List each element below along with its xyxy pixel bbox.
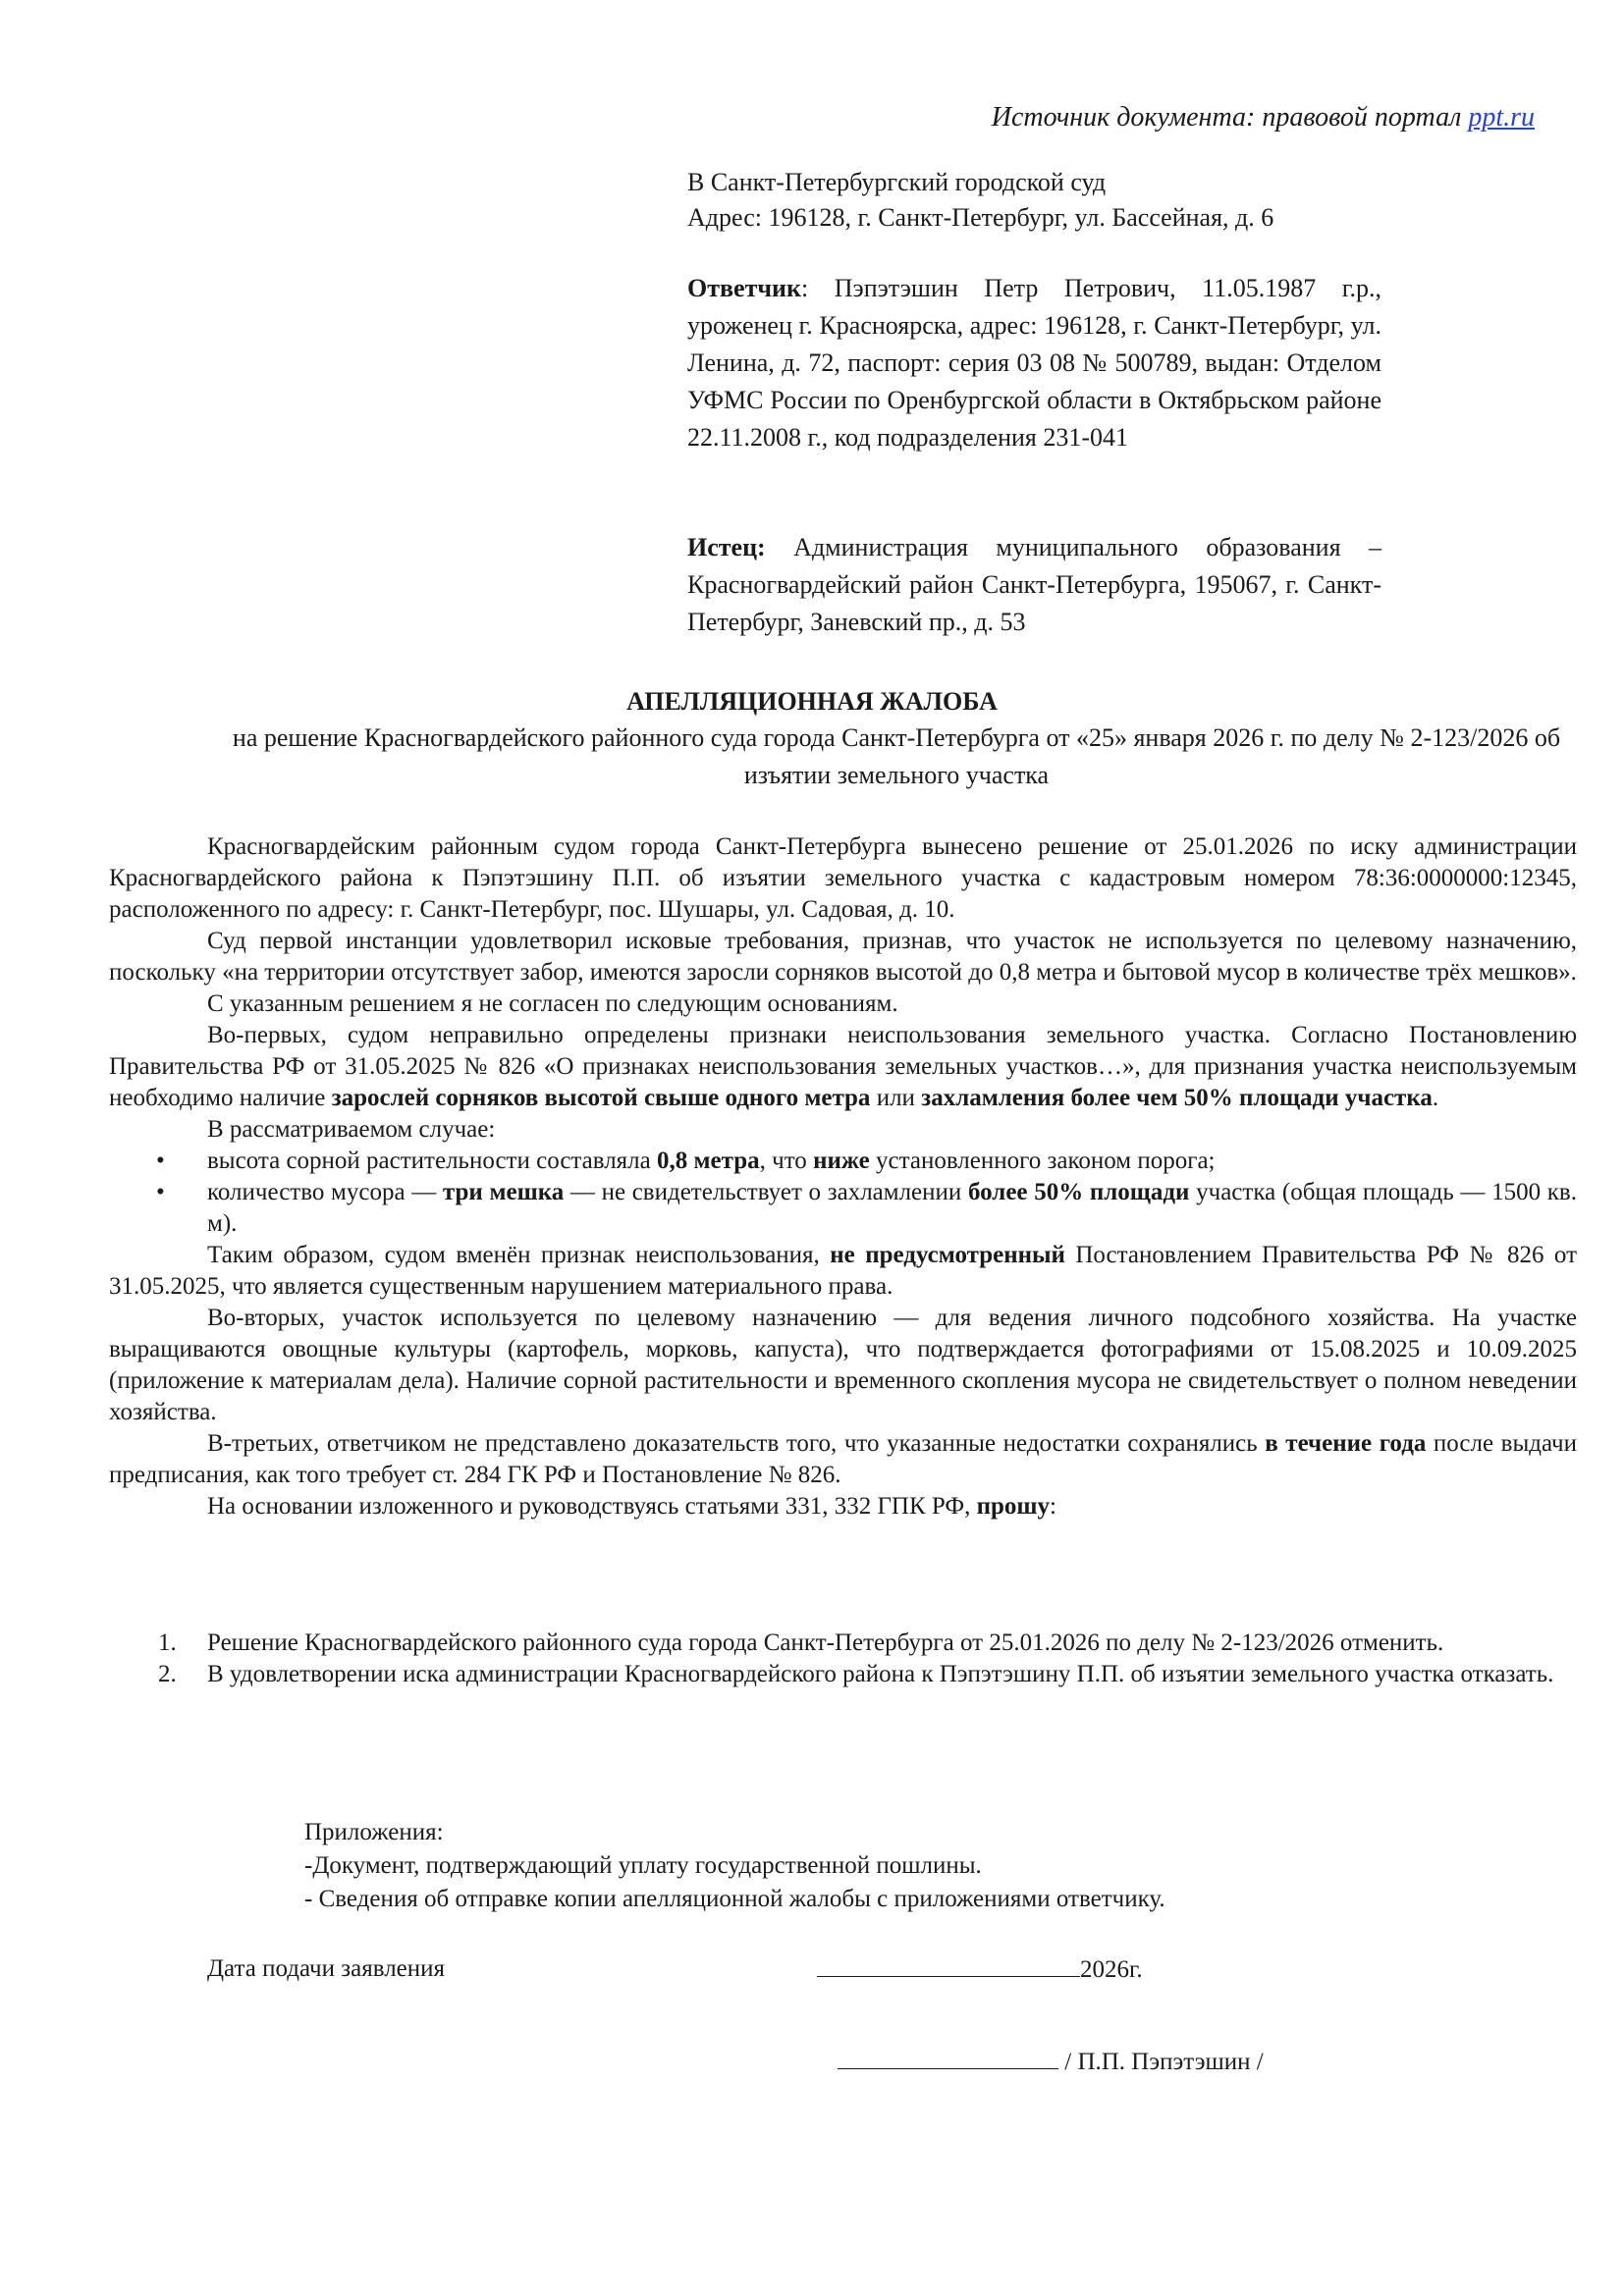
date-blank-line[interactable] (817, 1952, 1080, 1977)
paragraph-first-instance: Суд первой инстанции удовлетворил исковые требования, признав, что участок не используется по целевому назначению, поскольку «на территории отсутствует забор, имеются заросли сорняков высотой до 0,8 метра и бытовой мусор в количестве трёх мешков». (109, 928, 1577, 986)
paragraph-request-intro (109, 1491, 1577, 1522)
paragraph-conclusion-first (109, 1240, 1577, 1303)
document-subtitle: на решение Красногвардейского районного суда города Санкт-Петербурга от «25» января 2026 г. по делу № 2-123/2026 об изъятии земельного участка (232, 723, 1561, 789)
emphasis-clutter: захламления более чем 50% площади участка (921, 1085, 1433, 1111)
text-span: В-третьих, ответчиком не представлено доказательств того, что указанные недостатки сохранялись (207, 1430, 1266, 1457)
emphasis-weeds: зарослей сорняков высотой свыше одного метра (331, 1085, 871, 1111)
paragraph-decision: Красногвардейским районным судом города Санкт-Петербурга вынесено решение от 25.01.2026 по иску администрации Красногвардейского района к Пэпэтэшину П.П. об изъятии земельного участка с кадастровым номером 78:36:0000000:12345, расположенного по адресу: г. Санкт-Петербург, пос. Шушары, ул. Садовая, д. 10. (109, 833, 1577, 923)
list-item (109, 1177, 1577, 1240)
plaintiff-block (687, 529, 1381, 641)
text-span: установленного законом порога; (869, 1148, 1216, 1174)
text-span: после выдачи предписания, как того требует ст. 284 ГК РФ и Постановление № 826. (109, 1430, 1578, 1488)
source-link[interactable]: ppt.ru (1468, 102, 1535, 133)
list-number: 2. (158, 1661, 177, 1687)
filing-date-label: Дата подачи заявления (207, 1955, 446, 1982)
filing-date-field (817, 1952, 1143, 1987)
list-number: 1. (158, 1629, 177, 1656)
signature-row (838, 2045, 1264, 2079)
paragraph-first-argument (109, 1020, 1577, 1114)
paragraph-disagreement: С указанным решением я не согласен по следующим основаниям. (207, 990, 898, 1017)
bullet-icon: • (156, 1179, 165, 1205)
court-addressee (687, 165, 1375, 236)
emphasis-request: прошу (976, 1493, 1051, 1520)
plaintiff-label: Истец: (687, 533, 766, 561)
paragraph-case-intro: В рассматриваемом случае: (207, 1116, 496, 1143)
attachment-item: - Сведения об отправке копии апелляционной жалобы с приложениями ответчику. (304, 1886, 1165, 1912)
attachment-item: -Документ, подтверждающий уплату государственной пошлины. (304, 1852, 982, 1879)
case-facts-list (109, 1146, 1577, 1240)
request-text: Решение Красногвардейского районного суда города Санкт-Петербурга от 25.01.2026 по делу № 2-123/2026 отменить. (207, 1629, 1444, 1656)
emphasis-within-year: в течение года (1265, 1430, 1427, 1457)
signature-name: / П.П. Пэпэтэшин / (1058, 2049, 1264, 2075)
emphasis-below: ниже (813, 1148, 870, 1174)
text-span: На основании изложенного и руководствуясь статьями 331, 332 ГПК РФ, (207, 1493, 977, 1520)
list-item (109, 1628, 1577, 1659)
list-item (109, 1146, 1577, 1177)
document-title: АПЕЛЛЯЦИОННАЯ ЖАЛОБА (626, 687, 998, 716)
list-item (109, 1659, 1577, 1690)
respondent-label: Ответчик (687, 274, 801, 302)
respondent-details: : Пэпэтэшин Петр Петрович, 11.05.1987 г.р., уроженец г. Красноярска, адрес: 196128, г. Санкт-Петербург, ул. Ленина, д. 72, паспорт: серия 03 08 № 500789, выдан: Отделом УФМС России по Оренбургской области в Октябрьском районе 22.11.2008 г., код подразделения 231-041 (687, 274, 1381, 452)
paragraph-second-argument: Во-вторых, участок используется по целевому назначению — для ведения личного подсобного хозяйства. На участке выращиваются овощные культуры (картофель, морковь, капуста), что подтверждается фотографиями от 15.08.2025 и 10.09.2025 (приложение к материалам дела). Наличие сорной растительности и временного скопления мусора не свидетельствует о полном неведении хозяйства. (109, 1305, 1577, 1425)
text-span: Постановлением Правительства РФ № 826 от 31.05.2025, что является существенным нарушением материального права. (109, 1242, 1577, 1300)
signature-blank-line[interactable] (838, 2045, 1058, 2069)
text-span: , что (759, 1148, 814, 1174)
text-span: Во-первых, судом неправильно определены признаки неиспользования земельного участка. Согласно Постановлению Правительства РФ от 31.05.2025 № 826 «О признаках неиспользования земельных участков…», для признания участка неиспользуемым необходимо наличие (109, 1022, 1577, 1111)
emphasis-area: более 50% площади (967, 1179, 1190, 1205)
court-name: В Санкт-Петербургский городской суд (687, 168, 1107, 196)
emphasis-not-provided: не предусмотренный (830, 1242, 1065, 1268)
respondent-block (687, 270, 1381, 456)
text-span: количество мусора — (207, 1179, 443, 1205)
text-span: . (1432, 1085, 1439, 1111)
document-source-note (992, 100, 1535, 135)
year-suffix: 2026г. (1080, 1956, 1143, 1983)
bullet-icon: • (156, 1148, 165, 1174)
text-span: участка (общая площадь — 1500 кв. м). (207, 1179, 1577, 1237)
text-span: высота сорной растительности составляла (207, 1148, 658, 1174)
plaintiff-details: Администрация муниципального образования – Красногвардейский район Санкт-Петербурга, 195067, г. Санкт-Петербург, Заневский пр., д. 53 (687, 533, 1381, 636)
paragraph-third-argument (109, 1428, 1577, 1491)
text-span: Таким образом, судом вменён признак неиспользования, (207, 1242, 831, 1268)
text-span: — не свидетельствует о захламлении (564, 1179, 968, 1205)
attachments-block (304, 1816, 1483, 1916)
text-span: : (1050, 1493, 1056, 1520)
emphasis-height: 0,8 метра (657, 1148, 760, 1174)
text-span: или (870, 1085, 922, 1111)
requests-list (109, 1628, 1577, 1690)
attachments-heading: Приложения: (304, 1819, 444, 1845)
source-prefix: Источник документа: правовой портал (991, 102, 1469, 133)
court-address: Адрес: 196128, г. Санкт-Петербург, ул. Бассейная, д. 6 (687, 203, 1274, 232)
request-text: В удовлетворении иска администрации Красногвардейского района к Пэпэтэшину П.П. об изъятии земельного участка отказать. (207, 1661, 1554, 1687)
complaint-body (109, 831, 1577, 1522)
emphasis-bags: три мешка (442, 1179, 565, 1205)
